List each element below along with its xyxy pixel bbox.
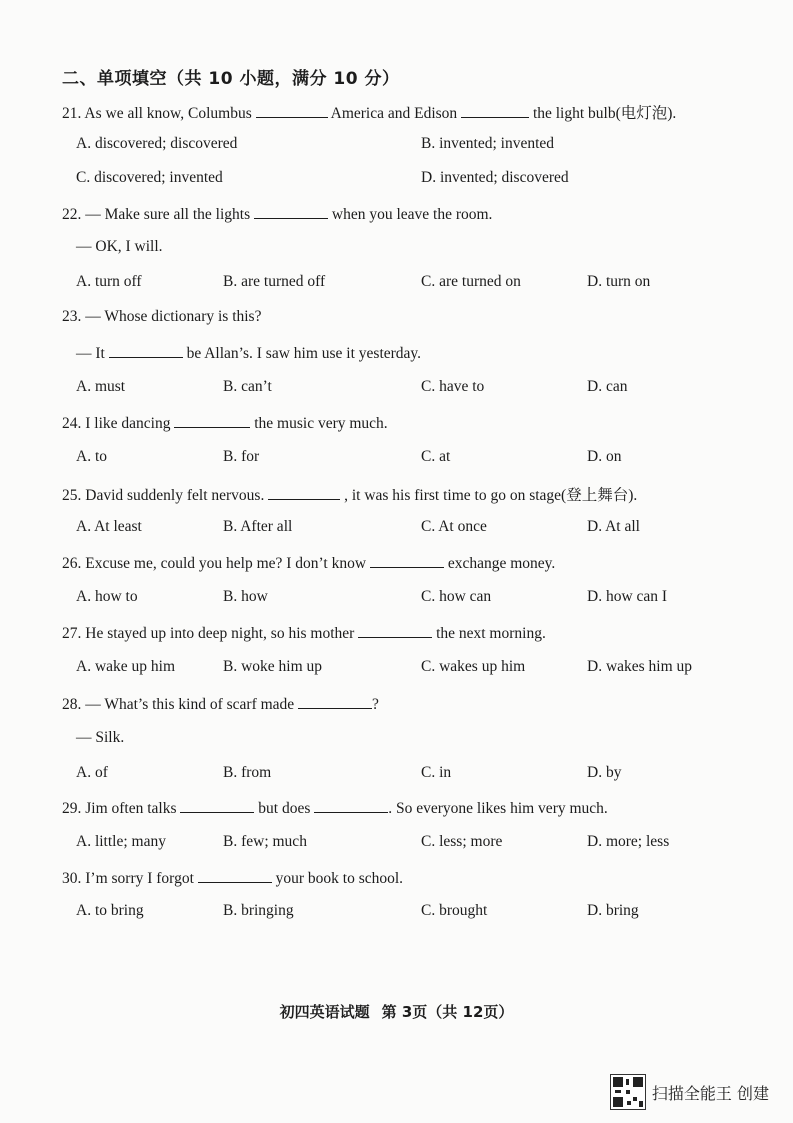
option-d: D. invented; discovered xyxy=(421,169,569,186)
answer-blank xyxy=(268,485,340,500)
question-24-stem xyxy=(62,413,388,433)
section-title: 二、单项填空（共 10 小题，满分 10 分） xyxy=(62,69,400,89)
option-d: D. can xyxy=(587,378,628,395)
question-27-stem xyxy=(62,623,546,643)
answer-blank xyxy=(180,798,254,813)
option-a: A. to xyxy=(76,448,107,465)
qr-code-icon xyxy=(610,1074,646,1110)
option-a: A. to bring xyxy=(76,902,144,919)
question-26-stem xyxy=(62,553,555,573)
question-text: 21. As we all know, Columbus xyxy=(62,105,256,122)
question-text: — It xyxy=(76,345,109,362)
option-a: A. wake up him xyxy=(76,658,176,675)
question-text: ? xyxy=(372,696,379,713)
option-a: A. must xyxy=(76,378,126,395)
option-c: C. wakes up him xyxy=(421,658,526,675)
question-21-stem xyxy=(62,101,676,123)
answer-blank xyxy=(256,103,328,118)
option-d: D. bring xyxy=(587,902,639,919)
option-d: D. by xyxy=(587,764,622,781)
option-b: B. After all xyxy=(223,518,293,535)
question-30-stem xyxy=(62,868,403,888)
option-a: A. little; many xyxy=(76,833,166,850)
question-22-stem xyxy=(62,204,492,224)
question-text: the light bulb(电灯泡). xyxy=(529,105,677,122)
exam-title: 初四英语试题 xyxy=(279,1003,370,1021)
question-text: 28. — What’s this kind of scarf made xyxy=(62,696,299,713)
option-d: D. At all xyxy=(587,518,640,535)
option-c: C. how can xyxy=(421,588,492,605)
option-a: A. At least xyxy=(76,518,142,535)
option-c: C. are turned on xyxy=(421,273,521,290)
question-text: . So everyone likes him very much. xyxy=(388,800,608,817)
question-text: 26. Excuse me, could you help me? I don’t know xyxy=(62,555,370,572)
option-d: D. turn on xyxy=(587,273,651,290)
option-d: D. wakes him up xyxy=(587,658,693,675)
option-c: C. discovered; invented xyxy=(76,169,223,186)
option-b: B. bringing xyxy=(223,902,294,919)
question-text: your book to school. xyxy=(271,870,404,887)
answer-blank xyxy=(298,694,372,709)
answer-blank xyxy=(314,798,388,813)
answer-blank xyxy=(358,623,432,638)
question-23-reply xyxy=(76,343,421,363)
option-d: D. more; less xyxy=(587,833,670,850)
option-c: C. brought xyxy=(421,902,488,919)
question-text: 25. David suddenly felt nervous. xyxy=(62,487,269,504)
watermark-text: 扫描全能王 创建 xyxy=(651,1083,769,1103)
question-text: 29. Jim often talks xyxy=(62,800,181,817)
option-d: D. how can I xyxy=(587,588,668,605)
page-footer xyxy=(0,1001,793,1022)
option-c: C. at xyxy=(421,448,451,465)
page-number: 第 3页（共 12页） xyxy=(381,1003,514,1021)
question-28-reply: — Silk. xyxy=(76,729,125,746)
option-b: B. are turned off xyxy=(223,273,326,290)
answer-blank xyxy=(254,204,328,219)
option-a: A. of xyxy=(76,764,108,781)
question-28-stem xyxy=(62,694,379,714)
option-b: B. for xyxy=(223,448,260,465)
question-text: when you leave the room. xyxy=(328,206,493,223)
option-b: B. can’t xyxy=(223,378,272,395)
answer-blank xyxy=(174,413,250,428)
answer-blank xyxy=(198,868,272,883)
option-a: A. discovered; discovered xyxy=(76,135,238,152)
question-25-stem xyxy=(62,483,637,505)
option-c: C. have to xyxy=(421,378,485,395)
option-b: B. few; much xyxy=(223,833,307,850)
option-d: D. on xyxy=(587,448,622,465)
question-text: 24. I like dancing xyxy=(62,415,175,432)
option-b: B. how xyxy=(223,588,268,605)
option-b: B. woke him up xyxy=(223,658,323,675)
question-text: America and Edison xyxy=(327,105,462,122)
option-c: C. less; more xyxy=(421,833,503,850)
question-text: 27. He stayed up into deep night, so his mother xyxy=(62,625,359,642)
question-text: but does xyxy=(254,800,315,817)
question-text: exchange money. xyxy=(443,555,556,572)
answer-blank xyxy=(461,103,529,118)
answer-blank xyxy=(109,343,183,358)
option-b: B. invented; invented xyxy=(421,135,555,152)
question-text: the next morning. xyxy=(432,625,546,642)
option-b: B. from xyxy=(223,764,272,781)
question-text: be Allan’s. I saw him use it yesterday. xyxy=(182,345,422,362)
option-a: A. how to xyxy=(76,588,138,605)
scanner-watermark xyxy=(610,1074,769,1110)
question-23-stem: 23. — Whose dictionary is this? xyxy=(62,308,262,325)
option-c: C. in xyxy=(421,764,452,781)
question-22-reply: — OK, I will. xyxy=(76,238,163,255)
question-text: 22. — Make sure all the lights xyxy=(62,206,254,223)
answer-blank xyxy=(370,553,444,568)
question-text: , it was his first time to go on stage(登上舞台). xyxy=(340,487,638,504)
question-text: the music very much. xyxy=(250,415,388,432)
option-c: C. At once xyxy=(421,518,487,535)
option-a: A. turn off xyxy=(76,273,142,290)
question-text: 30. I’m sorry I forgot xyxy=(62,870,198,887)
question-29-stem xyxy=(62,798,608,818)
